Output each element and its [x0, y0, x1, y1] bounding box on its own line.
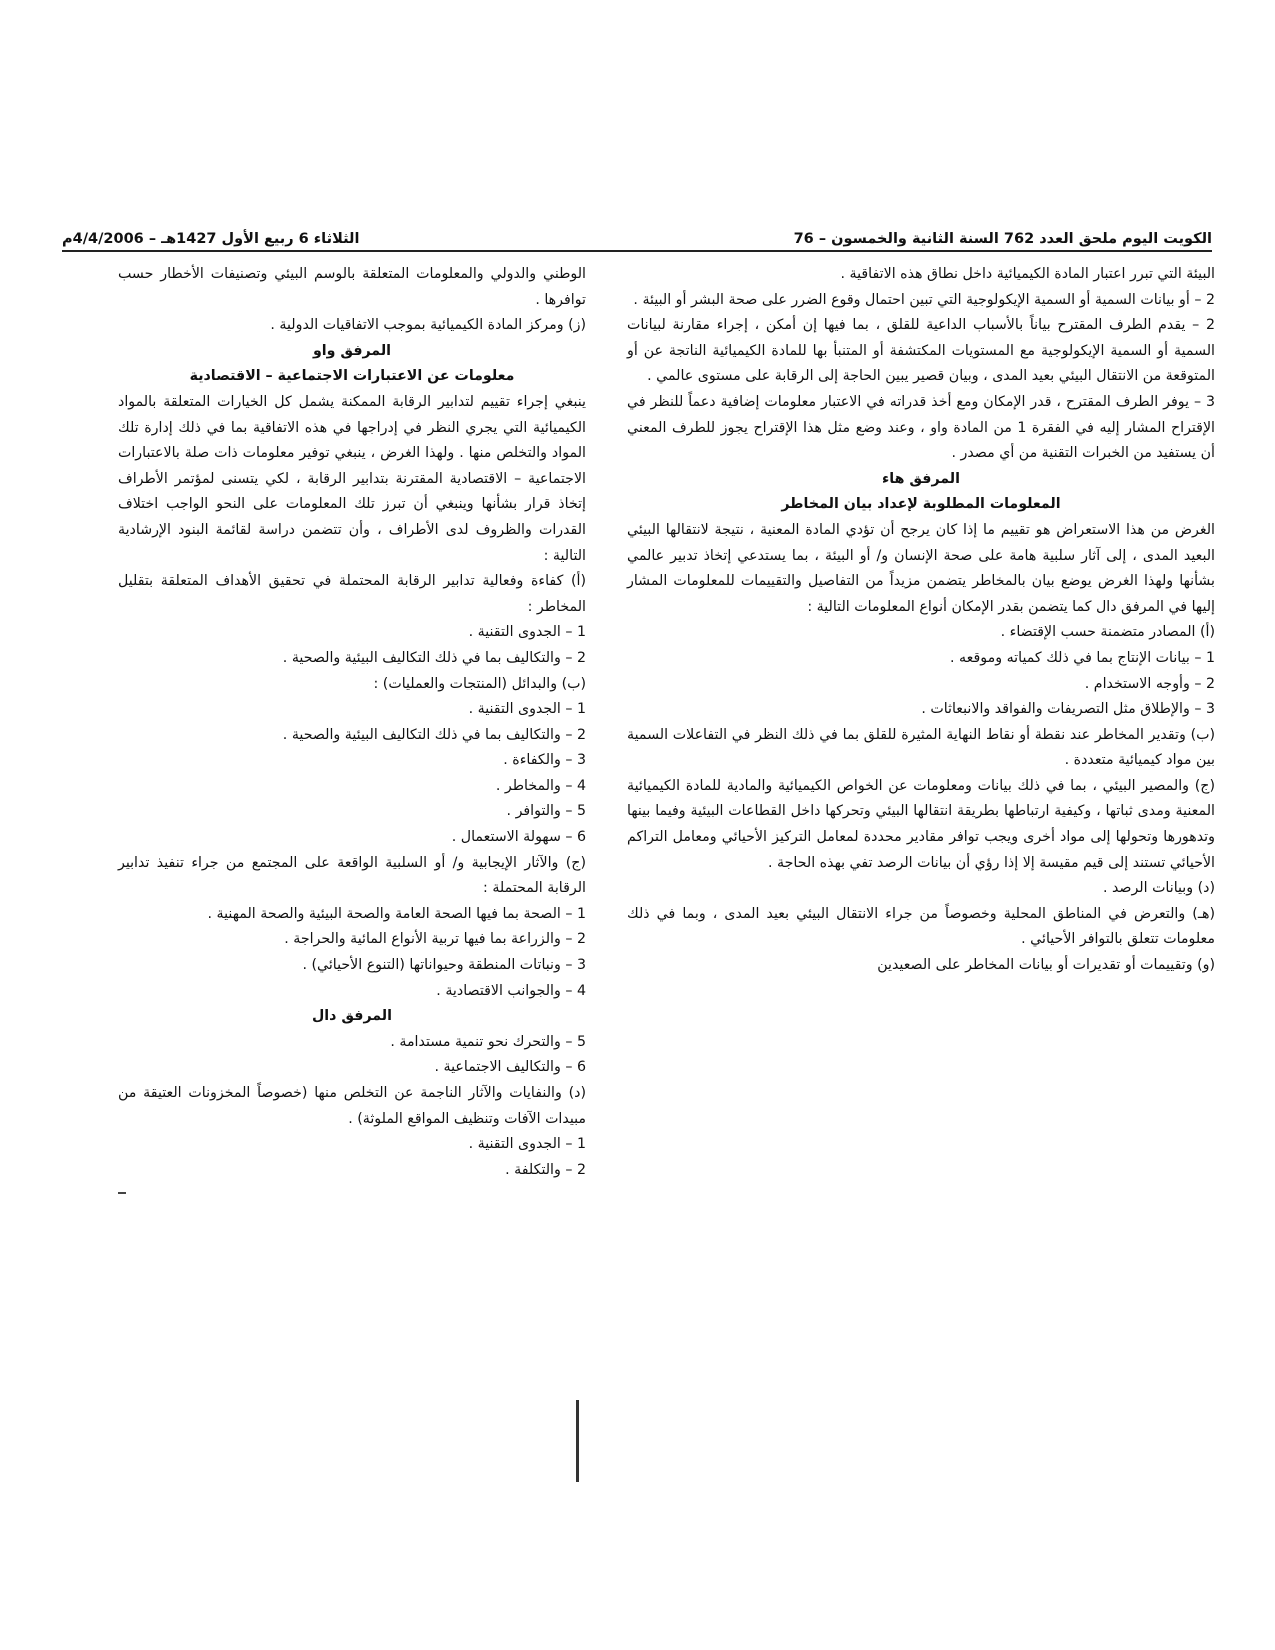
paragraph: (أ) كفاءة وفعالية تدابير الرقابة المحتملة في تحقيق الأهداف المتعلقة بتقليل المخاطر :	[118, 573, 586, 615]
paragraph: الغرض من هذا الاستعراض هو تقييم ما إذا كان يرجح أن تؤدي المادة المعنية ، نتيجة لانتقالها البيئي البعيد المدى ، إلى آثار سلبية هامة على صحة الإنسان و/ أو البيئة ، بما يستدعي إتخاذ تدبير عالمي بشأنها ولهذا الغرض يوضع بيان بالمخاطر يتضمن مزيداً من التفاصيل والتقييمات للمعلومات المشار إليها في المرفق دال كما يتضمن بقدر الإمكان أنواع المعلومات التالية :	[627, 521, 1215, 615]
paragraph: 2 – أو بيانات السمية أو السمية الإيكولوجية التي تبين احتمال وقوع الضرر على صحة البشر أو البيئة .	[633, 291, 1215, 308]
section-heading: المرفق دال	[312, 1008, 392, 1025]
paragraph: الوطني والدولي والمعلومات المتعلقة بالوسم البيئي وتصنيفات الأخطار حسب توافرها .	[118, 266, 586, 308]
paragraph: 2 – والتكاليف بما في ذلك التكاليف البيئية والصحية .	[282, 649, 586, 666]
paragraph: 4 – والمخاطر .	[495, 777, 586, 794]
header-date: الثلاثاء 6 ربيع الأول 1427هـ – 4/4/2006م	[62, 230, 360, 247]
paragraph: (و) وتقييمات أو تقديرات أو بيانات المخاطر على الصعيدين	[877, 957, 1215, 974]
header-issue-info: الكويت اليوم ملحق العدد 762 السنة الثانية والخمسون – 76	[793, 230, 1212, 247]
paragraph: 2 – يقدم الطرف المقترح بياناً بالأسباب الداعية للقلق ، بما فيها إن أمكن ، إجراء مقارنة لبيانات السمية أو السمية الإيكولوجية مع المستويات المكتشفة أو المتنبأ بها للمادة الكيميائية الناتجة عن أو المتوقعة من الانتقال البيئي بعيد المدى ، وبيان قصير يبين الحاجة إلى الرقابة على مستوى عالمي .	[627, 317, 1215, 385]
paragraph: 5 – والتوافر .	[506, 803, 586, 820]
paragraph: 3 – يوفر الطرف المقترح ، قدر الإمكان ومع أخذ قدراته في الاعتبار معلومات إضافية دعماً للنظر في الإقتراح المشار إليه في الفقرة 1 من المادة واو ، وعند وضع مثل هذا الإقتراح يجوز للطرف المعني أن يستفيد من الخبرات التقنية من أي مصدر .	[627, 393, 1215, 462]
right-column	[627, 262, 1215, 979]
left-column	[118, 262, 586, 1183]
paragraph: 1 – الجدوى التقنية .	[468, 1136, 586, 1153]
paragraph: 5 – والتحرك نحو تنمية مستدامة .	[390, 1033, 586, 1050]
paragraph: (د) والنفايات والآثار الناجمة عن التخلص منها (خصوصاً المخزونات العتيقة من مبيدات الآفات وتنظيف المواقع الملوثة) .	[118, 1085, 586, 1127]
paragraph: 1 – بيانات الإنتاج بما في ذلك كمياته وموقعه .	[950, 649, 1215, 666]
page-header	[62, 212, 1212, 252]
paragraph: 2 – وأوجه الاستخدام .	[1084, 675, 1215, 692]
header-rule	[62, 250, 1212, 252]
section-heading: المرفق هاء	[882, 470, 960, 487]
paragraph: 1 – الصحة بما فيها الصحة العامة والصحة البيئية والصحة المهنية .	[207, 905, 586, 922]
margin-mark	[118, 1192, 126, 1194]
paragraph: 1 – الجدوى التقنية .	[468, 624, 586, 641]
paragraph: (ج) والآثار الإيجابية و/ أو السلبية الواقعة على المجتمع من جراء تنفيذ تدابير الرقابة المحتملة :	[118, 854, 586, 897]
paragraph: (ج) والمصير البيئي ، بما في ذلك بيانات ومعلومات عن الخواص الكيميائية والمادية للمادة الكيميائية المعنية ومدى ثباتها ، وكيفية ارتباطها بطريقة انتقالها البيئي وتحركها داخل القطاعات البيئية وفيما بينها وتدهورها وتحولها إلى مواد أخرى ويجب توافر مقادير محددة لمعامل التركيز الأحيائي ومعامل التراكم الأحيائي تستند إلى قيم مقيسة إلا إذا رؤي أن بيانات الرصد تفي بهذه الحاجة .	[627, 777, 1215, 871]
paragraph: 3 – والكفاءة .	[503, 752, 586, 769]
paragraph: 2 – والتكلفة .	[505, 1161, 586, 1178]
paragraph: ينبغي إجراء تقييم لتدابير الرقابة الممكنة يشمل كل الخيارات المتعلقة بالمواد الكيميائية التي يجري النظر في إدراجها في هذه الاتفاقية بما في ذلك إدارة تلك المواد والتخلص منها . ولهذا الغرض ، ينبغي توفير معلومات ذات صلة بالاعتبارات الاجتماعية – الاقتصادية المقترنة بتدابير الرقابة ، لكي يتسنى لمؤتمر الأطراف إتخاذ قرار بشأنها وينبغي أن تبرز تلك المعلومات على النحو الواجب اختلاف القدرات والظروف لدى الأطراف ، وأن تتضمن دراسة لقائمة البنود الإرشادية التالية :	[118, 393, 586, 564]
paragraph: 3 – والإطلاق مثل التصريفات والفواقد والانبعاثات .	[921, 701, 1215, 718]
paragraph: (د) وبيانات الرصد .	[1102, 880, 1215, 897]
paragraph: (ب) وتقدير المخاطر عند نقطة أو نقاط النهاية المثيرة للقلق بما في ذلك النظر في التفاعلات السمية بين مواد كيميائية متعددة .	[627, 726, 1215, 769]
paragraph: 6 – والتكاليف الاجتماعية .	[434, 1059, 586, 1076]
paragraph: 6 – سهولة الاستعمال .	[451, 829, 586, 846]
paragraph: 3 – ونباتات المنطقة وحيواناتها (التنوع الأحيائي) .	[302, 957, 586, 974]
paragraph: 2 – والتكاليف بما في ذلك التكاليف البيئية والصحية .	[282, 726, 586, 743]
section-heading: المعلومات المطلوبة لإعداد بيان المخاطر	[781, 496, 1061, 513]
paragraph: (ز) ومركز المادة الكيميائية بموجب الاتفاقيات الدولية .	[270, 317, 586, 334]
paragraph: (هـ) والتعرض في المناطق المحلية وخصوصاً من جراء الانتقال البيئي بعيد المدى ، وبما في ذلك معلومات تتعلق بالتوافر الأحيائي .	[627, 905, 1215, 948]
paragraph: البيئة التي تبرر اعتبار المادة الكيميائية داخل نطاق هذه الاتفاقية .	[840, 266, 1215, 282]
paragraph: (أ) المصادر متضمنة حسب الإقتضاء .	[1000, 624, 1215, 641]
paragraph: 4 – والجوانب الاقتصادية .	[436, 982, 586, 999]
section-heading: المرفق واو	[312, 342, 392, 359]
paragraph: 2 – والزراعة بما فيها تربية الأنواع المائية والحراجة .	[284, 931, 586, 948]
section-heading: معلومات عن الاعتبارات الاجتماعية – الاقتصادية	[189, 368, 515, 385]
paragraph: 1 – الجدوى التقنية .	[468, 701, 586, 718]
paragraph: (ب) والبدائل (المنتجات والعمليات) :	[373, 675, 586, 692]
column-divider-mark	[576, 1400, 579, 1482]
